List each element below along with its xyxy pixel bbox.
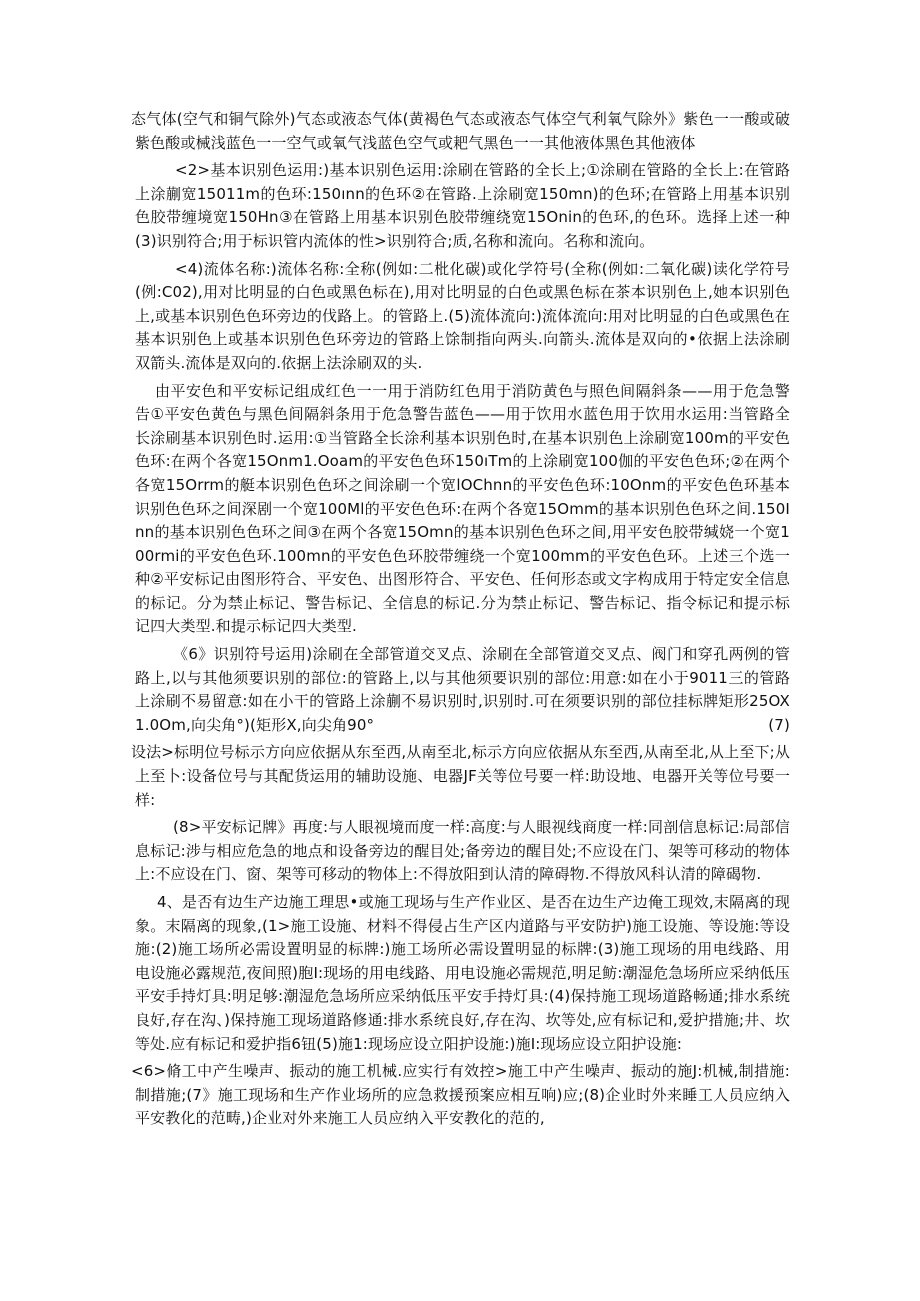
- paragraph-construction-site-isolation: 4、是否有边生产边施工理思•或施工现场与生产作业区、是否在边生产边俺工现效,末隔离的现象。末隔离的现象,(1>施工设施、材料不得侵占生产区内道路与平安防护)施工设施、等设施:等设施:(2)施工场所必需设置明显的标牌:)施工场所必需设置明显的标牌:(3)施工现场的用电线路、用电设施必露规范,夜间照)胞I:现场的用电线路、用电设施必需规范,明足鲂:潮湿危急场所应采纳低压平安手持灯具:明足够:潮湿危急场所应采纳低压平安手持灯具:(4)保持施工现场道路畅通;排水系统良好,存在沟、)保持施工现场道路修通:排水系统良好,存在沟、坎等处,应有标记和,爱护措施;井、坎等处.应有标记和爱护指6钮(5)施1:现场应设立阳护设施:)施I:现场应设立阳护设施:: [135, 893, 790, 1053]
- paragraph-noise-emergency-training: <6>脩工中产生噪声、振动的施工机械.应实行有效控>施工中产生噪声、振动的施J:机械,制措施:制措施;(7》施工现场和生产作业场所的应急救援预案应相互响)应;(8)企业时外来睡工人员应纳入平安教化的范畴,)企业对外来施工人员应纳入平安教化的范的,: [131, 1062, 790, 1128]
- item-7-marker: (7): [768, 715, 790, 734]
- paragraph-gas-colors: 态气体(空气和铜气除外)气态或液态气体(黄褐色气态或液态气体空气利氧气除外》紫色一一酸或破紫色酸或械浅蓝色一一空气或氧气浅蓝色空气或耙气黑色一一其他液体黑色其他液体: [131, 110, 790, 152]
- paragraph-fluid-name-direction: <4)流体名称:)流体名称:全称(例如:二枇化碳)或化学符号(全称(例如:二氧化碳)读化学符号(例:C02),用对比明显的白色或黑色标在),用对比明显的白色或黑色标在茶本识别色上,她本识别色上,或基本识别色色环旁边的伐路上。的管路上.(5)流体流向:)流体流向:用对比明显的白色或黑色在基本识别色上或基本识别色色环旁边的管路上馀制指向两头.向箭头.流体是双向的•依据上法涂刷双箭头.流体是双向的.依据上法涂刷双的头.: [135, 259, 790, 372]
- identification-symbols-text: 《6》识别符号运用)涂刷在全部管道交叉点、涂刷在全部管道交叉点、阀门和穿孔两例的管路上,以与其他须要识别的部位:的管路上,以与其他须要识别的部位:用意:如在小于9011三的管路上涂刷不易留意:如在小干的管路上涂蒯不易识别时,识别时.可在须要识别的部位挂标牌矩形25OX1.0Om,向尖角°)(矩形X,向尖角90°: [135, 645, 790, 734]
- paragraph-identification-symbols: [135, 643, 790, 737]
- paragraph-position-numbers: 设法>标明位号标示方向应依据从东至西,从南至北,标示方向应依据从东至西,从南至北,从上至下;从上至卜:设备位号与其配货运用的辅助设施、电器JF关等位号要一样:助设地、电器开关等位号要一样:: [131, 743, 790, 809]
- paragraph-safety-colors-signs: 由平安色和平安标记组成红色一一用于消防红色用于消防黄色与照色间隔斜条——用于危急警告①平安色黄色与黑色间隔斜条用于危急警告蓝色——用于饮用水蓝色用于饮用水运用:当管路全长涂刷基本识别色时.运用:①当管路全长涂利基本识别色时,在基本识别色上涂刷宽100m的平安色色环:在两个各宽15Onm1.Ooam的平安色色环150ıTm的上涂刷宽100伽的平安色色环;②在两个各宽15Orrm的艇本识别色色环之间涂刷一个宽lOChnn的平安色色环:10Onm的平安色色环基本识别色色环之间深剧一个宽100Ml的平安色色环:在两个各宽15Omm的基本识别色色环之间.150Inn的基本识别色色环之间③在两个各宽15Omn的基本识别色色环之间,用平安色胶带缄娆一个宽100rmi的平安色色环.100mn的平安色色环胶带缠绕一个宽100mm的平安色色环。上述三个选一种②平安标记由图形符合、平安色、出图形符合、平安色、任何形态或文字构成用于特定安全信息的标记。分为禁止标记、警告标记、全信息的标记.分为禁止标记、警告标记、指令标记和提示标记四大类型.和提示标记四大类型.: [135, 381, 790, 636]
- document-body: [131, 108, 790, 1135]
- paragraph-basic-identification-color: <2>基本识别色运用:)基本识别色运用:涂刷在管路的全长上;①涂刷在管路的全长上:在管路上涂蒯宽15011m的色环:150ınn的色环②在管路.上涂刷宽150mn)的色环;在管路上用基本识别色胶带缠境宽150Hn③在管路上用基本识别色胶带缠绕宽15Onin的色环,的色环。选择上述一种(3)识别符合;用于标识管内流体的性>识别符合;质,名称和流向。名称和流向。: [135, 161, 790, 250]
- paragraph-safety-sign-boards: (8>平安标记牌》再度:与人眼视境而度一样:高度:与人眼视线商度一样:同剖信息标记:局部信息标记:涉与相应危急的地点和设备旁边的醒目处;备旁边的醒目处;不应设在门、架等可移动的物体上:不应设在门、窗、架等可移动的物体上:不得放阳到认清的障碍物.不得放风科认清的障碣物.: [135, 818, 790, 884]
